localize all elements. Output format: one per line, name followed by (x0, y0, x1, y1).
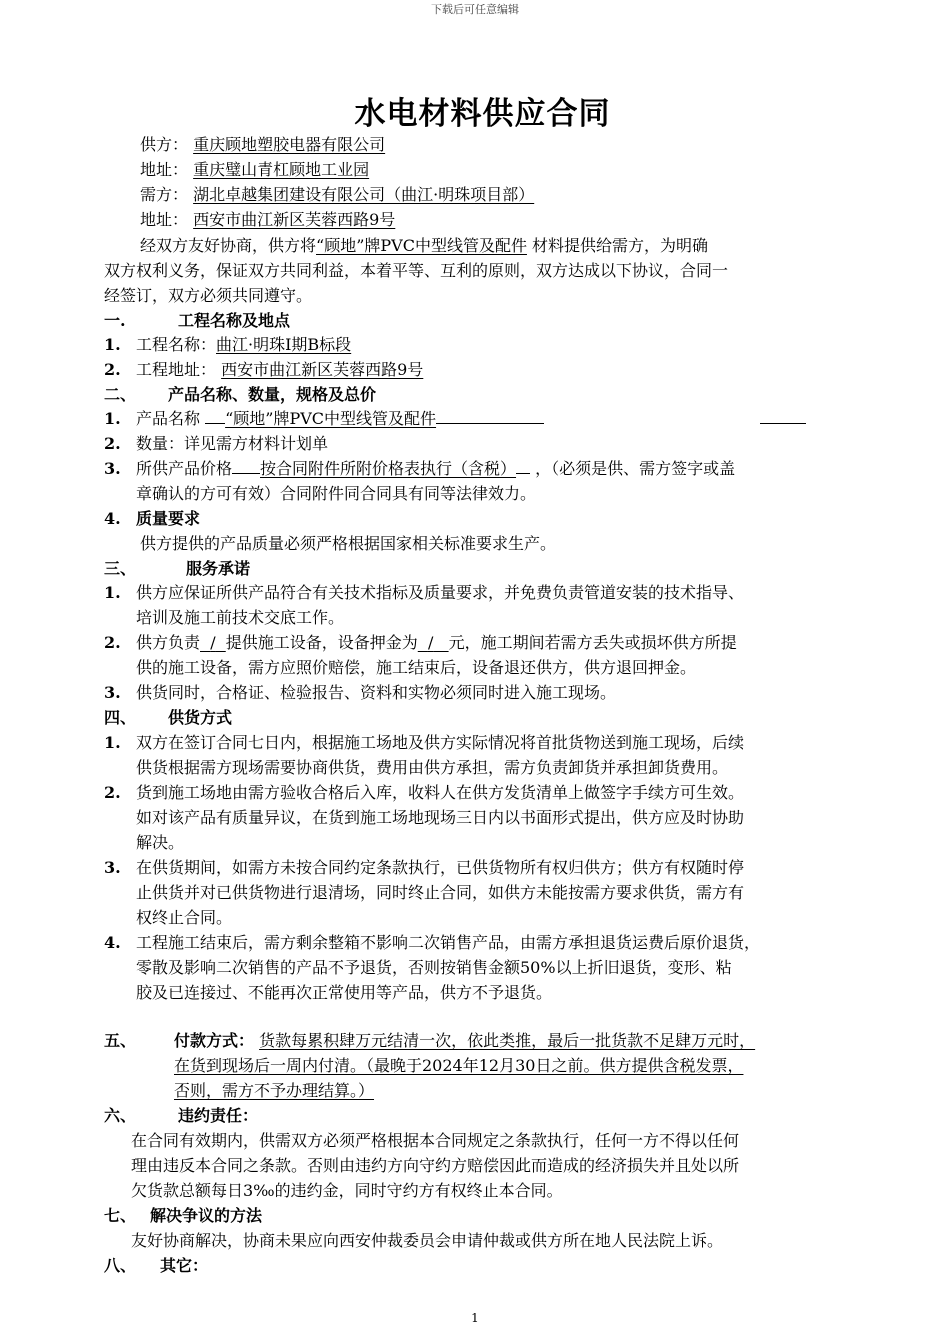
section-7-title: 解决争议的方法 (150, 1206, 263, 1225)
section-1-number: 一. (104, 311, 126, 330)
breach-line-3: 欠货款总额每日3‰的违约金，同时守约方有权终止本合同。 (131, 1181, 563, 1200)
service-2-line-1: 供方负责 / 提供施工设备，设备押金为 / 元，施工期间若需方丢失或损坏供方所提 (136, 633, 737, 652)
intro-line-1: 经双方友好协商，供方将“顾地”牌PVC中型线管及配件 材料提供给需方，为明确 (140, 236, 709, 255)
section-6-number: 六、 (104, 1106, 137, 1125)
project-address: 工程地址： 西安市曲江新区芙蓉西路9号 (136, 360, 424, 379)
item-number: 3. (104, 459, 121, 478)
dispute-text: 友好协商解决，协商未果应向西安仲裁委员会申请仲裁或供方所在地人民法院上诉。 (131, 1231, 724, 1250)
party-buyer: 需方： 湖北卓越集团建设有限公司（曲江·明珠项目部） (140, 185, 535, 204)
service-1-line-1: 供方应保证所供产品符合有关技术指标及质量要求，并免费负责管道安装的技术指导、 (136, 583, 745, 602)
project-name: 工程名称：曲江·明珠Ⅰ期B标段 (136, 335, 352, 354)
payment-line-2: 在货到现场后一周内付清。（最晚于2024年12月30日之前。供方提供含税发票， (174, 1056, 744, 1075)
service-2-line-2: 供的施工设备，需方应照价赔偿，施工结束后，设备退还供方，供方退回押金。 (136, 658, 697, 677)
supply-2-line-3: 解决。 (136, 833, 185, 852)
item-number: 3. (104, 683, 121, 702)
section-8-number: 八、 (104, 1256, 137, 1275)
supply-1-line-1: 双方在签订合同七日内，根据施工场地及供方实际情况将首批货物送到施工现场，后续 (136, 733, 745, 752)
price-line-2: 章确认的方可有效）合同附件同合同具有同等法律效力。 (136, 484, 537, 503)
item-number: 2. (104, 783, 121, 802)
breach-line-1: 在合同有效期内，供需双方必须严格根据本合同规定之条款执行，任何一方不得以任何 (131, 1131, 740, 1150)
section-3-title: 服务承诺 (186, 559, 251, 578)
section-2-title: 产品名称、数量，规格及总价 (168, 385, 377, 404)
supply-2-line-1: 货到施工场地由需方验收合格后入库，收料人在供方发货清单上做签字手续方可生效。 (136, 783, 745, 802)
blank-line (760, 406, 806, 424)
quality-title: 质量要求 (136, 509, 201, 528)
item-number: 4. (104, 933, 121, 952)
item-number: 1. (104, 733, 121, 752)
item-number: 1. (104, 409, 121, 428)
section-1-title: 工程名称及地点 (178, 311, 291, 330)
item-number: 1. (104, 335, 121, 354)
page-number: 1 (471, 1311, 479, 1325)
section-4-number: 四、 (104, 708, 137, 727)
item-number: 4. (104, 509, 121, 528)
item-number: 2. (104, 633, 121, 652)
item-number: 2. (104, 360, 121, 379)
item-number: 1. (104, 583, 121, 602)
section-8-title: 其它： (160, 1256, 209, 1275)
page-title: 水电材料供应合同 (354, 96, 611, 132)
party-supplier-address: 地址： 重庆璧山青杠顾地工业园 (140, 160, 370, 179)
supply-4-line-2: 零散及影响二次销售的产品不予退货，否则按销售金额50%以上折旧退货，变形、粘 (136, 958, 732, 977)
section-2-number: 二、 (104, 385, 137, 404)
payment-line-1: 付款方式： 货款每累积肆万元结清一次，依此类推，最后一批货款不足肆万元时， (174, 1031, 756, 1050)
section-6-title: 违约责任： (178, 1106, 259, 1125)
breach-line-2: 理由违反本合同之条款。否则由违约方向守约方赔偿因此而造成的经济损失并且处以所 (131, 1156, 740, 1175)
section-7-number: 七、 (104, 1206, 137, 1225)
supply-3-line-3: 权终止合同。 (136, 908, 233, 927)
supply-4-line-3: 胶及已连接过、不能再次正常使用等产品，供方不予退货。 (136, 983, 553, 1002)
supply-4-line-1: 工程施工结束后，需方剩余整箱不影响二次销售产品，由需方承担退货运费后原价退货， (136, 933, 761, 952)
service-1-line-2: 培训及施工前技术交底工作。 (136, 608, 345, 627)
supply-3-line-1: 在供货期间，如需方未按合同约定条款执行，已供货物所有权归供方；供方有权随时停 (136, 858, 745, 877)
section-4-title: 供货方式 (168, 708, 233, 727)
section-3-number: 三、 (104, 559, 137, 578)
header-note: 下载后可任意编辑 (431, 3, 519, 16)
quality-text: 供方提供的产品质量必须严格根据国家相关标准要求生产。 (140, 534, 557, 553)
supply-3-line-2: 止供货并对已供货物进行退清场，同时终止合同，如供方未能按需方要求供货，需方有 (136, 883, 745, 902)
party-buyer-address: 地址： 西安市曲江新区芙蓉西路9号 (140, 210, 396, 229)
section-5-number: 五、 (104, 1031, 137, 1050)
item-number: 3. (104, 858, 121, 877)
service-3: 供货同时，合格证、检验报告、资料和实物必须同时进入施工现场。 (136, 683, 617, 702)
intro-line-3: 经签订，双方必须共同遵守。 (104, 286, 313, 305)
intro-line-2: 双方权利义务，保证双方共同利益，本着平等、互利的原则，双方达成以下协议，合同一 (104, 261, 729, 280)
supply-2-line-2: 如对该产品有质量异议，在货到施工场地现场三日内以书面形式提出，供方应及时协助 (136, 808, 745, 827)
supply-1-line-2: 供货根据需方现场需要协商供货，费用由供方承担，需方负责卸货并承担卸货费用。 (136, 758, 729, 777)
product-name: 产品名称 “顾地”牌PVC中型线管及配件 (136, 406, 544, 431)
quantity: 数量：详见需方材料计划单 (136, 434, 329, 453)
item-number: 2. (104, 434, 121, 453)
party-supplier: 供方： 重庆顾地塑胶电器有限公司 (140, 135, 386, 154)
payment-line-3: 否则，需方不予办理结算。） (174, 1081, 375, 1100)
price-line-1: 所供产品价格 按合同附件所附价格表执行（含税） ，（必须是供、需方签字或盖 (136, 456, 735, 481)
